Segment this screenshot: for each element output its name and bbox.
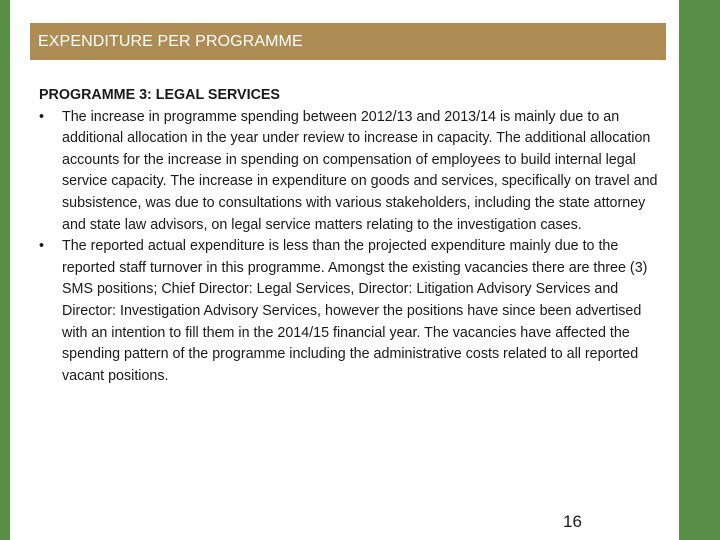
slide-content: [39, 85, 661, 387]
page-number: 16: [563, 512, 582, 531]
bullet-icon: •: [39, 238, 45, 255]
bullet-item: [39, 236, 661, 387]
bullet-item: [39, 107, 661, 237]
section-header: [30, 23, 666, 60]
bullet-text: The increase in programme spending between 2012/13 and 2013/14 is mainly due to an additional allocation in the year under review to increase in capacity. The additional allocation accounts for the increase in spending on compensation of employees to build internal legal service capacity. The increase in expenditure on goods and services, specifically on travel and subsistence, was due to consultations with various stakeholders, including the state attorney and state law advisors, on legal service matters relating to the investigation cases.: [62, 108, 658, 233]
section-title: EXPENDITURE PER PROGRAMME: [38, 32, 303, 50]
bullet-icon: •: [39, 108, 45, 125]
right-accent-bar: [679, 0, 720, 540]
left-accent-bar: [0, 0, 10, 540]
programme-heading: PROGRAMME 3: LEGAL SERVICES: [39, 87, 280, 103]
bullet-text: The reported actual expenditure is less than the projected expenditure mainly due to the reported staff turnover in this programme. Amongst the existing vacancies there are three (3) SMS positions; Chief Director: Legal Services, Director: Litigation Advisory Services and Director: Investigation Advisory Services, however the positions have since been advertised with an intention to fill them in the 2014/15 financial year. The vacancies have affected the spending pattern of the programme including the administrative costs related to all reported vacant positions.: [62, 238, 648, 384]
bullet-list: [39, 107, 661, 388]
